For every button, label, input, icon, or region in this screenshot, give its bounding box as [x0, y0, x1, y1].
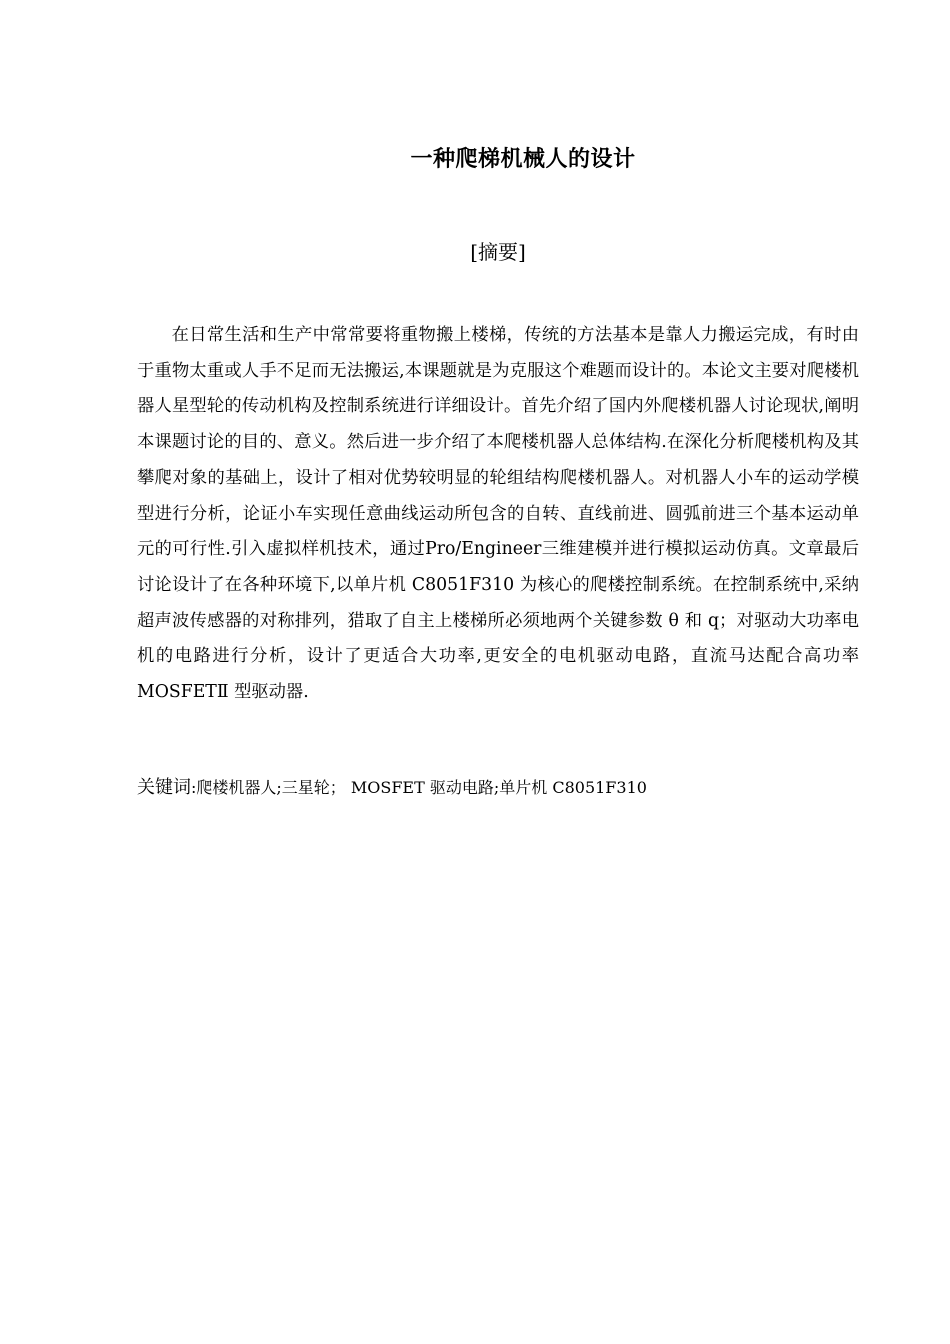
- document-title: 一种爬梯机械人的设计: [410, 147, 636, 172]
- abstract-heading: [摘要]: [470, 240, 526, 264]
- keywords-line: [137, 774, 859, 802]
- abstract-body: 在日常生活和生产中常常要将重物搬上楼梯，传统的方法基本是靠人力搬运完成，有时由于重物太重或人手不足而无法搬运,本课题就是为克服这个难题而设计的。本论文主要对爬楼机器人星型轮的传动机构及控制系统进行详细设计。首先介绍了国内外爬楼机器人讨论现状,阐明本课题讨论的目的、意义。然后进一步介绍了本爬楼机器人总体结构.在深化分析爬楼机构及其攀爬对象的基础上，设计了相对优势较明显的轮组结构爬楼机器人。对机器人小车的运动学模型进行分析，论证小车实现任意曲线运动所包含的自转、直线前进、圆弧前进三个基本运动单元的可行性.引入虚拟样机技术，通过Pro/Engineer三维建模并进行模拟运动仿真。文章最后讨论设计了在各种环境下,以单片机 C8051F310 为核心的爬楼控制系统。在控制系统中,采纳超声波传感器的对称排列，猎取了自主上楼梯所必须地两个关键参数 θ 和 q；对驱动大功率电机的电路进行分析，设计了更适合大功率,更安全的电机驱动电路，直流马达配合高功率 MOSFETⅡ 型驱动器.: [137, 325, 859, 703]
- keywords-label: 关键词: [137, 777, 191, 798]
- keywords-text: :爬楼机器人;三星轮； MOSFET 驱动电路;单片机 C8051F310: [191, 778, 647, 797]
